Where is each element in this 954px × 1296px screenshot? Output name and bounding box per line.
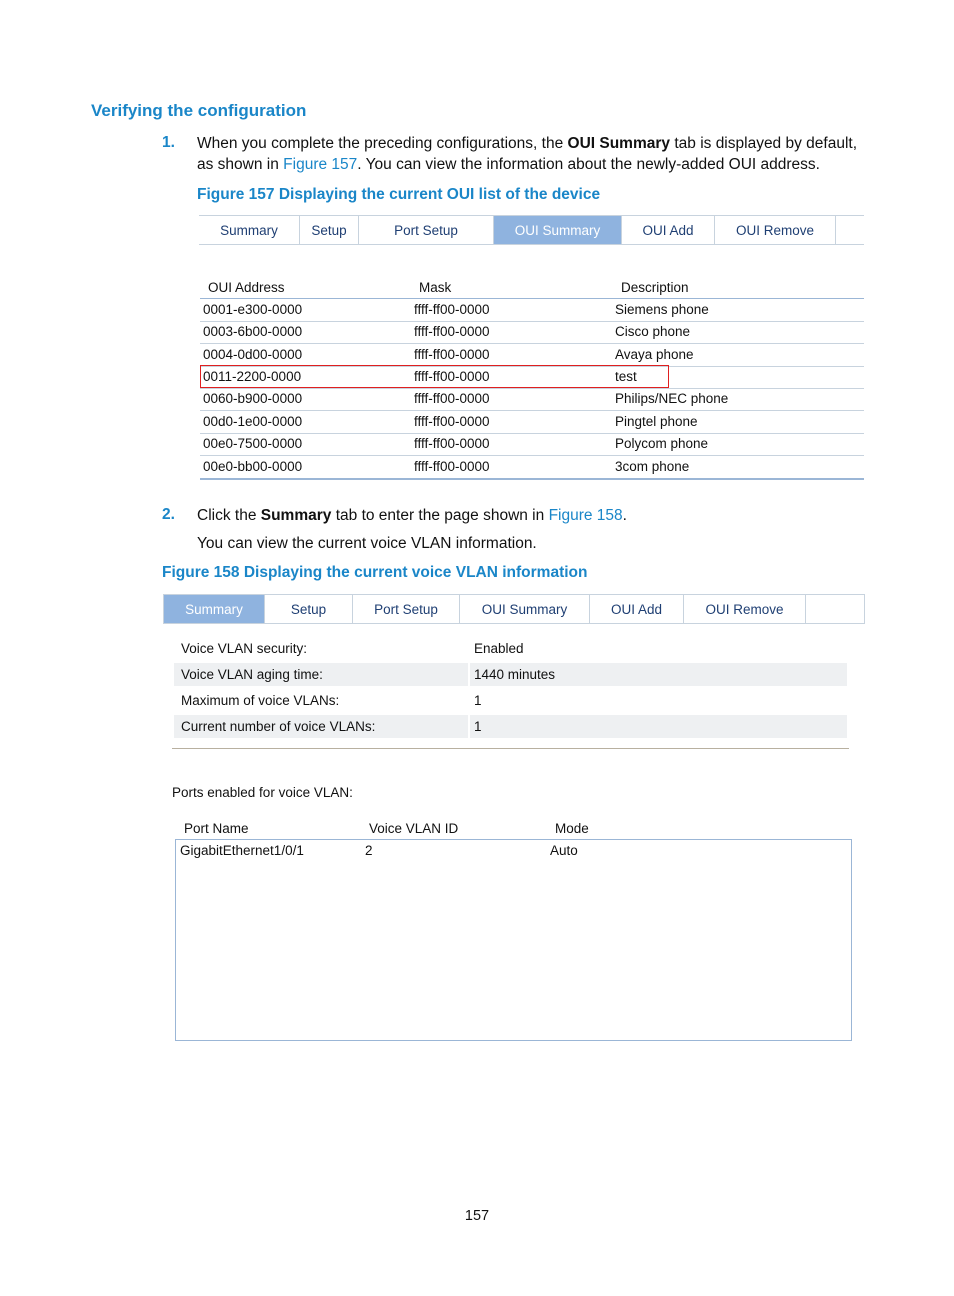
mask-cell: ffff-ff00-0000 — [414, 391, 490, 406]
step-1-text — [197, 133, 877, 175]
description-cell: Avaya phone — [615, 347, 694, 362]
tab-oui-summary[interactable]: OUI Summary — [460, 595, 590, 623]
figure-157-caption: Figure 157 Displaying the current OUI list of the device — [197, 186, 601, 203]
summary-label: Current number of voice VLANs: — [181, 719, 376, 734]
description-cell: Siemens phone — [615, 302, 709, 317]
oui-address-cell: 00d0-1e00-0000 — [203, 414, 303, 429]
column-header-oui-address: OUI Address — [208, 280, 285, 295]
description-cell: test — [615, 369, 637, 384]
mask-cell: ffff-ff00-0000 — [414, 302, 490, 317]
summary-label: Voice VLAN security: — [181, 641, 308, 656]
table-row — [200, 388, 864, 411]
mask-cell: ffff-ff00-0000 — [414, 414, 490, 429]
step-2-text-a: Click the — [197, 507, 261, 524]
oui-address-cell: 0004-0d00-0000 — [203, 347, 303, 362]
tab-setup[interactable]: Setup — [300, 216, 359, 244]
column-header-mask: Mask — [419, 280, 452, 295]
ports-list[interactable] — [175, 839, 852, 1041]
summary-row-aging-time — [174, 663, 847, 686]
voice-vlan-id-cell: 2 — [365, 843, 373, 858]
description-cell: Pingtel phone — [615, 414, 698, 429]
figure-158-tabbar — [163, 594, 865, 624]
figure-157-link[interactable]: Figure 157 — [283, 156, 358, 173]
column-header-voice-vlan-id: Voice VLAN ID — [369, 821, 459, 836]
oui-address-cell: 0060-b900-0000 — [203, 391, 303, 406]
oui-address-cell: 0011-2200-0000 — [203, 369, 302, 384]
summary-label: Voice VLAN aging time: — [181, 667, 323, 682]
tab-oui-remove[interactable]: OUI Remove — [684, 595, 806, 623]
table-row — [200, 433, 864, 456]
table-row — [200, 456, 864, 480]
description-cell: Cisco phone — [615, 324, 691, 339]
description-cell: Polycom phone — [615, 436, 709, 451]
tab-oui-remove[interactable]: OUI Remove — [715, 216, 836, 244]
step-1-text-a: When you complete the preceding configurations, the — [197, 135, 568, 152]
tab-summary[interactable]: Summary — [164, 595, 265, 623]
tab-summary[interactable]: Summary — [199, 216, 300, 244]
column-header-mode: Mode — [555, 821, 589, 836]
port-name-cell: GigabitEthernet1/0/1 — [180, 843, 304, 858]
tab-oui-summary[interactable]: OUI Summary — [494, 216, 622, 244]
summary-divider — [172, 748, 849, 749]
figure-158-caption: Figure 158 Displaying the current voice VLAN information — [162, 564, 588, 581]
tab-oui-add[interactable]: OUI Add — [622, 216, 715, 244]
tabbar-filler — [836, 216, 864, 244]
tab-port-setup[interactable]: Port Setup — [359, 216, 494, 244]
mask-cell: ffff-ff00-0000 — [414, 347, 490, 362]
step-2-text-b: tab to enter the page shown in — [331, 507, 549, 524]
summary-label: Maximum of voice VLANs: — [181, 693, 340, 708]
oui-address-cell: 00e0-bb00-0000 — [203, 459, 303, 474]
description-cell: 3com phone — [615, 459, 690, 474]
tabbar-filler — [806, 595, 864, 623]
step-1-line2-b: . You can view the information about the newly-added OUI address. — [357, 156, 820, 173]
table-row — [200, 344, 864, 367]
step-1-line2-a: as shown in — [197, 156, 284, 173]
tab-oui-add[interactable]: OUI Add — [590, 595, 684, 623]
tab-port-setup[interactable]: Port Setup — [353, 595, 460, 623]
table-row — [200, 321, 864, 344]
section-heading: Verifying the configuration — [91, 101, 307, 120]
tab-setup[interactable]: Setup — [265, 595, 353, 623]
page-number: 157 — [464, 1208, 490, 1224]
mode-cell: Auto — [550, 843, 578, 858]
oui-address-cell: 0001-e300-0000 — [203, 302, 303, 317]
description-cell: Philips/NEC phone — [615, 391, 729, 406]
summary-value: 1 — [474, 719, 482, 734]
step-1-number: 1. — [162, 134, 175, 151]
mask-cell: ffff-ff00-0000 — [414, 369, 490, 384]
step-2-bold: Summary — [260, 507, 332, 524]
figure-158-link[interactable]: Figure 158 — [548, 507, 623, 524]
summary-row-current-vlans — [174, 715, 847, 738]
highlight-box — [200, 365, 669, 388]
oui-address-cell: 0003-6b00-0000 — [203, 324, 303, 339]
step-2-number: 2. — [162, 506, 175, 523]
step-2-text-c: . — [622, 507, 627, 524]
summary-row-security — [174, 637, 847, 660]
oui-address-cell: 00e0-7500-0000 — [203, 436, 303, 451]
column-header-port-name: Port Name — [184, 821, 249, 836]
step-2-text — [197, 505, 877, 526]
step-1-bold: OUI Summary — [567, 135, 671, 152]
column-header-description: Description — [621, 280, 689, 295]
step-2-line2: You can view the current voice VLAN information. — [197, 535, 537, 552]
mask-cell: ffff-ff00-0000 — [414, 459, 490, 474]
summary-value: 1440 minutes — [474, 667, 556, 682]
figure-157-tabbar — [199, 215, 864, 245]
summary-value: 1 — [474, 693, 482, 708]
table-row — [200, 411, 864, 434]
mask-cell: ffff-ff00-0000 — [414, 324, 490, 339]
summary-value: Enabled — [474, 641, 524, 656]
step-1-text-b: tab is displayed by default, — [670, 135, 858, 152]
summary-row-max-vlans — [174, 689, 847, 712]
mask-cell: ffff-ff00-0000 — [414, 436, 490, 451]
table-row — [200, 299, 864, 322]
ports-label: Ports enabled for voice VLAN: — [172, 785, 353, 800]
